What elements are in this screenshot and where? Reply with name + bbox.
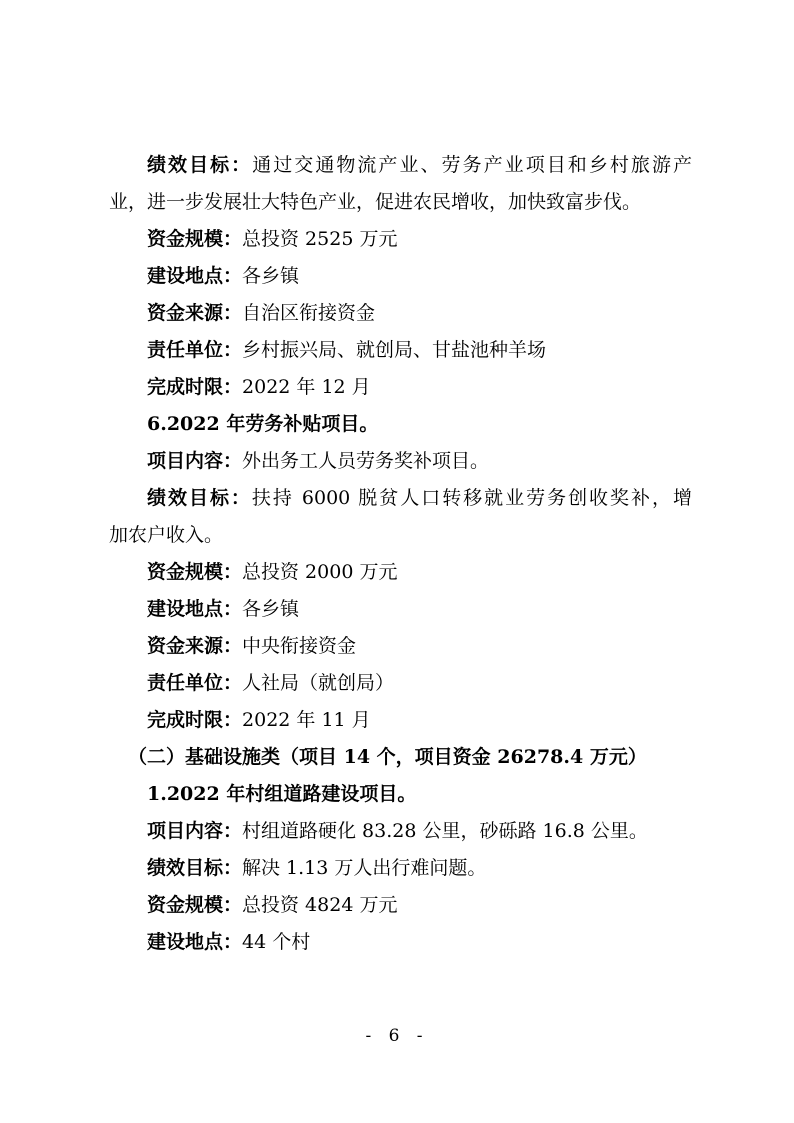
paragraph-line xyxy=(109,813,692,850)
category-heading: （二）基础设施类（项目 14 个，项目资金 26278.4 万元） xyxy=(128,746,647,768)
field-label: 完成时限： xyxy=(147,376,243,398)
paragraph-line xyxy=(109,480,692,517)
field-label: 建设地点： xyxy=(147,265,243,287)
paragraph-line xyxy=(109,924,692,961)
field-value: 自治区衔接资金 xyxy=(242,302,376,324)
field-label: 资金规模： xyxy=(147,228,243,250)
page-number: - 6 - xyxy=(365,1026,429,1046)
field-label: 项目内容： xyxy=(147,820,243,842)
paragraph-line xyxy=(109,443,692,480)
field-value: 扶持 6000 脱贫人口转移就业劳务创收奖补，增 xyxy=(251,487,692,509)
field-label: 绩效目标： xyxy=(147,857,243,879)
field-label: 责任单位： xyxy=(147,672,243,694)
field-value: 44 个村 xyxy=(242,931,311,953)
field-label: 资金规模： xyxy=(147,894,243,916)
paragraph-line xyxy=(109,147,692,184)
paragraph-line xyxy=(109,554,692,591)
field-value: 外出务工人员劳务奖补项目。 xyxy=(242,450,490,472)
field-value: 通过交通物流产业、劳务产业项目和乡村旅游产 xyxy=(252,154,692,176)
field-value: 总投资 2525 万元 xyxy=(242,228,398,250)
field-label: 项目内容： xyxy=(147,450,243,472)
field-label: 资金规模： xyxy=(147,561,243,583)
paragraph-line xyxy=(109,850,692,887)
field-value: 乡村振兴局、就创局、甘盐池种羊场 xyxy=(242,339,547,361)
paragraph-continuation: 加农户收入。 xyxy=(109,524,224,546)
field-label: 责任单位： xyxy=(147,339,243,361)
paragraph-line xyxy=(109,665,692,702)
field-label: 绩效目标： xyxy=(147,487,252,509)
paragraph-line xyxy=(109,628,692,665)
field-value: 各乡镇 xyxy=(242,598,300,620)
paragraph-line xyxy=(109,295,692,332)
paragraph-line xyxy=(109,332,692,369)
paragraph-line xyxy=(109,369,692,406)
field-value: 2022 年 12 月 xyxy=(242,376,371,398)
paragraph-line xyxy=(109,702,692,739)
field-label: 绩效目标： xyxy=(147,154,253,176)
paragraph-line xyxy=(109,887,692,924)
field-value: 总投资 4824 万元 xyxy=(242,894,398,916)
field-label: 资金来源： xyxy=(147,635,243,657)
field-value: 各乡镇 xyxy=(242,265,300,287)
field-label: 完成时限： xyxy=(147,709,243,731)
paragraph-line xyxy=(109,258,692,295)
field-value: 总投资 2000 万元 xyxy=(242,561,398,583)
paragraph-continuation: 业，进一步发展壮大特色产业，促进农民增收，加快致富步伐。 xyxy=(109,191,642,213)
section-heading: 1.2022 年村组道路建设项目。 xyxy=(147,783,417,805)
field-value: 村组道路硬化 83.28 公里，砂砾路 16.8 公里。 xyxy=(242,820,648,842)
field-value: 中央衔接资金 xyxy=(242,635,357,657)
paragraph-line xyxy=(109,221,692,258)
field-value: 解决 1.13 万人出行难问题。 xyxy=(242,857,487,879)
field-label: 资金来源： xyxy=(147,302,243,324)
paragraph-line xyxy=(109,591,692,628)
field-value: 人社局（就创局） xyxy=(242,672,395,694)
section-heading: 6.2022 年劳务补贴项目。 xyxy=(147,413,379,435)
field-label: 建设地点： xyxy=(147,931,243,953)
field-label: 建设地点： xyxy=(147,598,243,620)
document-body xyxy=(109,147,692,961)
field-value: 2022 年 11 月 xyxy=(242,709,371,731)
